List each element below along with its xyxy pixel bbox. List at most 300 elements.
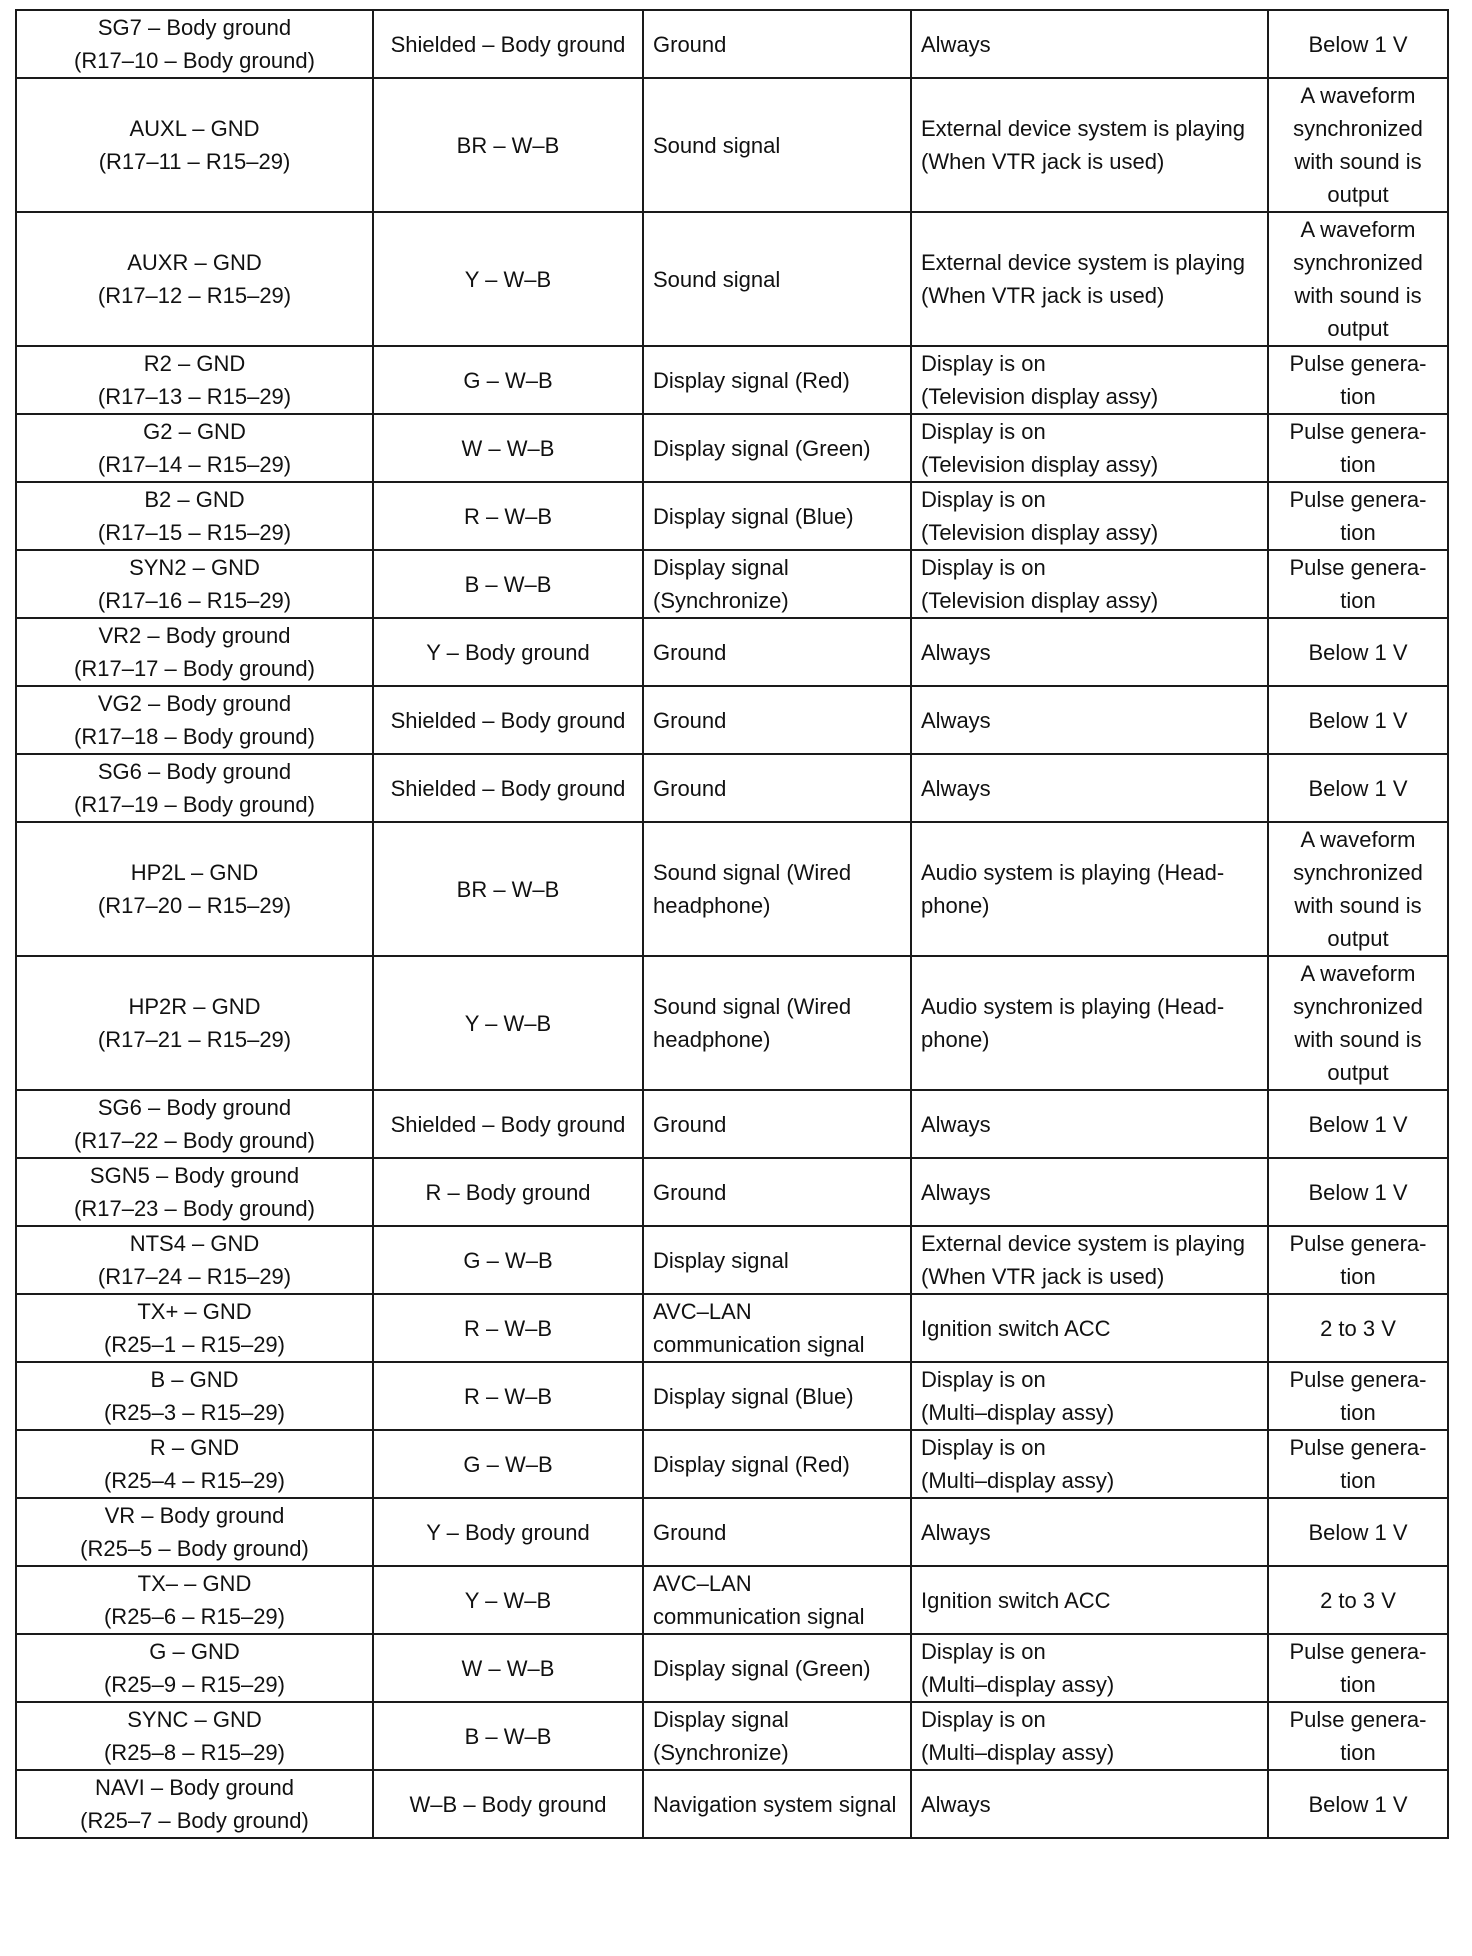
- table-row: [16, 618, 1448, 686]
- specified-condition-line: Below 1 V: [1308, 1519, 1408, 1545]
- wiring-color-text: W–B – Body ground: [409, 1791, 607, 1817]
- terminal-description-line: communication signal: [653, 1604, 865, 1629]
- specified-condition-cell: [1268, 78, 1448, 212]
- terminal-cell: [16, 618, 373, 686]
- specified-condition-cell: [1268, 1430, 1448, 1498]
- terminal-line: (R25–8 – R15–29): [103, 1740, 285, 1765]
- terminal-description-line: (Synchronize): [653, 1740, 789, 1765]
- specified-condition-cell: [1268, 346, 1448, 414]
- terminal-cell: [16, 1634, 373, 1702]
- terminal-line: SGN5 – Body ground: [89, 1163, 300, 1188]
- terminal-description-cell: [643, 1566, 911, 1634]
- specified-condition-line: Pulse genera-: [1289, 1231, 1427, 1256]
- table-row: [16, 1770, 1448, 1838]
- specified-condition-line: synchronized: [1293, 250, 1423, 275]
- wiring-color-cell: [373, 956, 643, 1090]
- condition-line: (Television display assy): [921, 520, 1159, 545]
- table-row: [16, 1498, 1448, 1566]
- condition-line: Display is on: [921, 1639, 1046, 1664]
- specified-condition-line: 2 to 3 V: [1320, 1587, 1396, 1613]
- terminal-inspection-table: [15, 9, 1449, 1839]
- condition-line: Audio system is playing (Head-: [921, 994, 1225, 1019]
- terminal-line: SG6 – Body ground: [97, 1095, 292, 1120]
- specified-condition-cell: [1268, 414, 1448, 482]
- condition-cell: [911, 550, 1268, 618]
- terminal-line: HP2R – GND: [128, 994, 261, 1019]
- specified-condition-cell: [1268, 10, 1448, 78]
- terminal-line: (R25–6 – R15–29): [103, 1604, 285, 1629]
- wiring-color-cell: [373, 686, 643, 754]
- specified-condition-line: Below 1 V: [1308, 1791, 1408, 1817]
- terminal-line: (R17–16 – R15–29): [97, 588, 292, 613]
- specified-condition-line: Pulse genera-: [1289, 351, 1427, 376]
- specified-condition-line: Pulse genera-: [1289, 1435, 1427, 1460]
- condition-cell: [911, 212, 1268, 346]
- terminal-description-line: Display signal (Blue): [653, 1383, 854, 1409]
- specified-condition-line: tion: [1340, 1468, 1376, 1493]
- specified-condition-line: tion: [1340, 384, 1376, 409]
- terminal-description-cell: [643, 1158, 911, 1226]
- condition-cell: [911, 1498, 1268, 1566]
- terminal-line: R2 – GND: [143, 351, 246, 376]
- condition-cell: [911, 754, 1268, 822]
- terminal-description-line: Ground: [653, 1111, 727, 1137]
- specified-condition-cell: [1268, 550, 1448, 618]
- condition-line: Always: [921, 639, 991, 665]
- wiring-color-cell: [373, 618, 643, 686]
- terminal-description-line: headphone): [653, 893, 771, 918]
- condition-cell: [911, 346, 1268, 414]
- specified-condition-cell: [1268, 212, 1448, 346]
- terminal-line: (R17–11 – R15–29): [98, 149, 291, 174]
- specified-condition-line: Below 1 V: [1308, 31, 1408, 57]
- table-row: [16, 10, 1448, 78]
- terminal-description-line: Display signal: [653, 1247, 789, 1273]
- wiring-color-cell: [373, 10, 643, 78]
- table-row: [16, 1362, 1448, 1430]
- wiring-color-text: Y – Body ground: [426, 639, 590, 665]
- wiring-color-cell: [373, 1498, 643, 1566]
- terminal-line: (R17–24 – R15–29): [97, 1264, 292, 1289]
- condition-line: Display is on: [921, 351, 1046, 376]
- table-row: [16, 78, 1448, 212]
- terminal-cell: [16, 686, 373, 754]
- terminal-line: (R17–14 – R15–29): [97, 452, 292, 477]
- terminal-line: VG2 – Body ground: [97, 691, 292, 716]
- wiring-color-cell: [373, 1294, 643, 1362]
- terminal-line: (R25–1 – R15–29): [103, 1332, 285, 1357]
- condition-line: (When VTR jack is used): [921, 1264, 1165, 1289]
- condition-line: External device system is playing: [921, 1231, 1246, 1256]
- wiring-color-text: Y – W–B: [464, 266, 552, 292]
- condition-line: Always: [921, 775, 991, 801]
- specified-condition-line: Pulse genera-: [1289, 487, 1427, 512]
- terminal-line: (R17–23 – Body ground): [74, 1196, 315, 1221]
- terminal-description-cell: [643, 1498, 911, 1566]
- terminal-line: G2 – GND: [143, 419, 246, 444]
- table-row: [16, 550, 1448, 618]
- specified-condition-line: Below 1 V: [1308, 775, 1408, 801]
- wiring-color-cell: [373, 1090, 643, 1158]
- specified-condition-cell: [1268, 1634, 1448, 1702]
- wiring-color-text: R – W–B: [463, 1315, 553, 1341]
- specified-condition-cell: [1268, 1770, 1448, 1838]
- terminal-cell: [16, 1498, 373, 1566]
- specified-condition-line: with sound is: [1294, 283, 1422, 308]
- condition-line: (Multi–display assy): [921, 1468, 1115, 1493]
- terminal-line: (R17–20 – R15–29): [97, 893, 292, 918]
- terminal-line: (R17–21 – R15–29): [97, 1027, 292, 1052]
- wiring-color-cell: [373, 754, 643, 822]
- condition-cell: [911, 78, 1268, 212]
- specified-condition-cell: [1268, 686, 1448, 754]
- specified-condition-line: output: [1327, 1060, 1389, 1085]
- specified-condition-cell: [1268, 822, 1448, 956]
- condition-line: External device system is playing: [921, 250, 1246, 275]
- terminal-line: B2 – GND: [144, 487, 245, 512]
- wiring-color-text: Shielded – Body ground: [390, 1111, 626, 1137]
- terminal-line: SG6 – Body ground: [97, 759, 292, 784]
- terminal-description-line: Display signal (Blue): [653, 503, 854, 529]
- terminal-line: R – GND: [149, 1435, 240, 1460]
- condition-cell: [911, 1158, 1268, 1226]
- table-row: [16, 1090, 1448, 1158]
- terminal-description-line: Display signal (Red): [653, 1451, 850, 1477]
- condition-line: (When VTR jack is used): [921, 149, 1165, 174]
- terminal-cell: [16, 482, 373, 550]
- terminal-line: (R17–10 – Body ground): [74, 48, 315, 73]
- terminal-description-cell: [643, 1294, 911, 1362]
- condition-cell: [911, 1566, 1268, 1634]
- specified-condition-line: output: [1327, 926, 1389, 951]
- terminal-description-cell: [643, 1634, 911, 1702]
- terminal-cell: [16, 212, 373, 346]
- condition-cell: [911, 956, 1268, 1090]
- terminal-description-line: Display signal: [653, 1707, 789, 1732]
- terminal-cell: [16, 10, 373, 78]
- specified-condition-line: A waveform: [1300, 217, 1416, 242]
- terminal-cell: [16, 822, 373, 956]
- wiring-color-cell: [373, 1702, 643, 1770]
- terminal-description-cell: [643, 686, 911, 754]
- specified-condition-line: Below 1 V: [1308, 1179, 1408, 1205]
- terminal-description-cell: [643, 482, 911, 550]
- condition-cell: [911, 482, 1268, 550]
- specified-condition-line: with sound is: [1294, 149, 1422, 174]
- condition-line: (Multi–display assy): [921, 1400, 1115, 1425]
- terminal-line: (R17–12 – R15–29): [97, 283, 292, 308]
- specified-condition-cell: [1268, 1090, 1448, 1158]
- wiring-color-cell: [373, 1430, 643, 1498]
- wiring-color-text: G – W–B: [463, 367, 553, 393]
- wiring-color-cell: [373, 78, 643, 212]
- wiring-color-cell: [373, 1770, 643, 1838]
- specified-condition-line: synchronized: [1293, 116, 1423, 141]
- table-row: [16, 1634, 1448, 1702]
- condition-line: (Television display assy): [921, 452, 1159, 477]
- specified-condition-cell: [1268, 618, 1448, 686]
- wiring-color-text: W – W–B: [461, 435, 555, 461]
- condition-cell: [911, 618, 1268, 686]
- condition-line: Display is on: [921, 419, 1046, 444]
- terminal-description-cell: [643, 1226, 911, 1294]
- terminal-line: SYNC – GND: [127, 1707, 262, 1732]
- wiring-color-text: Y – W–B: [464, 1587, 552, 1613]
- wiring-color-text: R – W–B: [463, 503, 553, 529]
- wiring-color-text: Shielded – Body ground: [390, 775, 626, 801]
- wiring-color-text: Shielded – Body ground: [390, 31, 626, 57]
- terminal-cell: [16, 1566, 373, 1634]
- wiring-color-cell: [373, 1226, 643, 1294]
- wiring-color-cell: [373, 1634, 643, 1702]
- terminal-description-line: AVC–LAN: [653, 1571, 752, 1596]
- condition-line: (Multi–display assy): [921, 1740, 1115, 1765]
- terminal-line: SYN2 – GND: [129, 555, 260, 580]
- condition-line: Display is on: [921, 1367, 1046, 1392]
- specified-condition-cell: [1268, 956, 1448, 1090]
- specified-condition-line: Pulse genera-: [1289, 419, 1427, 444]
- terminal-line: (R25–3 – R15–29): [103, 1400, 285, 1425]
- condition-line: Always: [921, 1791, 991, 1817]
- wiring-color-text: R – W–B: [463, 1383, 553, 1409]
- specified-condition-line: Below 1 V: [1308, 639, 1408, 665]
- wiring-color-text: Shielded – Body ground: [390, 707, 626, 733]
- terminal-description-line: AVC–LAN: [653, 1299, 752, 1324]
- condition-cell: [911, 1430, 1268, 1498]
- wiring-color-text: R – Body ground: [425, 1179, 591, 1205]
- specified-condition-cell: [1268, 482, 1448, 550]
- condition-line: Ignition switch ACC: [921, 1587, 1111, 1613]
- table-row: [16, 212, 1448, 346]
- terminal-cell: [16, 956, 373, 1090]
- terminal-line: VR – Body ground: [104, 1503, 285, 1528]
- table-row: [16, 956, 1448, 1090]
- specified-condition-cell: [1268, 754, 1448, 822]
- condition-line: Audio system is playing (Head-: [921, 860, 1225, 885]
- terminal-description-line: Navigation system signal: [653, 1791, 897, 1817]
- wiring-color-cell: [373, 1362, 643, 1430]
- terminal-description-line: headphone): [653, 1027, 771, 1052]
- specified-condition-line: Pulse genera-: [1289, 1367, 1427, 1392]
- terminal-line: (R25–7 – Body ground): [80, 1808, 309, 1833]
- terminal-line: NAVI – Body ground: [95, 1775, 294, 1800]
- wiring-color-cell: [373, 550, 643, 618]
- wiring-color-text: Y – Body ground: [426, 1519, 590, 1545]
- wiring-color-text: BR – W–B: [456, 876, 560, 902]
- condition-line: Display is on: [921, 555, 1046, 580]
- specified-condition-line: with sound is: [1294, 1027, 1422, 1052]
- specified-condition-line: synchronized: [1293, 994, 1423, 1019]
- specified-condition-line: Pulse genera-: [1289, 1707, 1427, 1732]
- terminal-cell: [16, 550, 373, 618]
- terminal-line: (R17–15 – R15–29): [97, 520, 292, 545]
- table-row: [16, 1566, 1448, 1634]
- terminal-line: (R25–5 – Body ground): [80, 1536, 309, 1561]
- terminal-description-line: Sound signal (Wired: [653, 860, 852, 885]
- terminal-description-line: Ground: [653, 31, 727, 57]
- terminal-description-cell: [643, 754, 911, 822]
- condition-cell: [911, 1294, 1268, 1362]
- terminal-description-cell: [643, 1090, 911, 1158]
- terminal-description-cell: [643, 822, 911, 956]
- terminal-cell: [16, 1226, 373, 1294]
- specified-condition-line: tion: [1340, 1400, 1376, 1425]
- condition-cell: [911, 1362, 1268, 1430]
- terminal-description-cell: [643, 1362, 911, 1430]
- specified-condition-line: A waveform: [1300, 827, 1416, 852]
- terminal-line: VR2 – Body ground: [98, 623, 291, 648]
- condition-cell: [911, 686, 1268, 754]
- specified-condition-cell: [1268, 1566, 1448, 1634]
- terminal-description-cell: [643, 1430, 911, 1498]
- wiring-color-cell: [373, 212, 643, 346]
- condition-line: Ignition switch ACC: [921, 1315, 1111, 1341]
- terminal-cell: [16, 1770, 373, 1838]
- terminal-description-cell: [643, 956, 911, 1090]
- specified-condition-line: output: [1327, 182, 1389, 207]
- specified-condition-line: Below 1 V: [1308, 707, 1408, 733]
- wiring-color-cell: [373, 482, 643, 550]
- terminal-cell: [16, 1430, 373, 1498]
- terminal-description-line: Sound signal (Wired: [653, 994, 852, 1019]
- terminal-description-line: Ground: [653, 775, 727, 801]
- terminal-line: NTS4 – GND: [129, 1231, 260, 1256]
- wiring-color-text: B – W–B: [464, 571, 552, 597]
- table-row: [16, 1226, 1448, 1294]
- condition-cell: [911, 1226, 1268, 1294]
- terminal-line: (R17–19 – Body ground): [74, 792, 315, 817]
- table-row: [16, 822, 1448, 956]
- table-row: [16, 1702, 1448, 1770]
- terminal-line: HP2L – GND: [130, 860, 259, 885]
- wiring-color-text: BR – W–B: [456, 132, 560, 158]
- wiring-color-cell: [373, 1158, 643, 1226]
- terminal-line: (R25–4 – R15–29): [103, 1468, 285, 1493]
- terminal-description-cell: [643, 212, 911, 346]
- specified-condition-line: Below 1 V: [1308, 1111, 1408, 1137]
- condition-line: (Television display assy): [921, 384, 1159, 409]
- terminal-description-line: Ground: [653, 639, 727, 665]
- terminal-line: TX+ – GND: [137, 1299, 252, 1324]
- condition-line: Always: [921, 1179, 991, 1205]
- condition-line: Always: [921, 1111, 991, 1137]
- terminal-description-line: Ground: [653, 1179, 727, 1205]
- specified-condition-line: tion: [1340, 588, 1376, 613]
- terminal-cell: [16, 1702, 373, 1770]
- terminal-description-cell: [643, 414, 911, 482]
- terminal-description-cell: [643, 618, 911, 686]
- specified-condition-line: Pulse genera-: [1289, 1639, 1427, 1664]
- condition-line: External device system is playing: [921, 116, 1246, 141]
- terminal-description-line: Display signal (Green): [653, 435, 871, 461]
- terminal-cell: [16, 1362, 373, 1430]
- table-row: [16, 1294, 1448, 1362]
- terminal-description-line: Display signal: [653, 555, 789, 580]
- terminal-line: (R25–9 – R15–29): [103, 1672, 285, 1697]
- terminal-line: AUXL – GND: [129, 116, 260, 141]
- terminal-cell: [16, 1158, 373, 1226]
- terminal-cell: [16, 414, 373, 482]
- terminal-description-line: Ground: [653, 1519, 727, 1545]
- terminal-description-cell: [643, 1702, 911, 1770]
- terminal-line: TX– – GND: [137, 1571, 252, 1596]
- specified-condition-cell: [1268, 1362, 1448, 1430]
- specified-condition-line: Pulse genera-: [1289, 555, 1427, 580]
- wiring-color-text: B – W–B: [464, 1723, 552, 1749]
- condition-line: Always: [921, 707, 991, 733]
- specified-condition-line: A waveform: [1300, 961, 1416, 986]
- condition-line: Always: [921, 31, 991, 57]
- condition-cell: [911, 1770, 1268, 1838]
- specified-condition-line: tion: [1340, 1672, 1376, 1697]
- terminal-description-line: communication signal: [653, 1332, 865, 1357]
- terminal-description-cell: [643, 10, 911, 78]
- wiring-color-cell: [373, 346, 643, 414]
- terminal-cell: [16, 346, 373, 414]
- wiring-color-cell: [373, 822, 643, 956]
- wiring-color-cell: [373, 1566, 643, 1634]
- condition-cell: [911, 1702, 1268, 1770]
- terminal-line: AUXR – GND: [127, 250, 262, 275]
- specified-condition-line: with sound is: [1294, 893, 1422, 918]
- terminal-description-line: Display signal (Green): [653, 1655, 871, 1681]
- wiring-color-text: G – W–B: [463, 1451, 553, 1477]
- condition-cell: [911, 414, 1268, 482]
- terminal-line: SG7 – Body ground: [97, 15, 292, 40]
- condition-cell: [911, 1634, 1268, 1702]
- terminal-description-cell: [643, 1770, 911, 1838]
- specified-condition-line: tion: [1340, 1264, 1376, 1289]
- terminal-description-cell: [643, 78, 911, 212]
- terminal-cell: [16, 78, 373, 212]
- table-row: [16, 482, 1448, 550]
- terminal-line: (R17–13 – R15–29): [97, 384, 292, 409]
- terminal-line: G – GND: [149, 1639, 240, 1664]
- specified-condition-line: tion: [1340, 1740, 1376, 1765]
- wiring-color-cell: [373, 414, 643, 482]
- specified-condition-cell: [1268, 1702, 1448, 1770]
- table-row: [16, 686, 1448, 754]
- condition-line: (When VTR jack is used): [921, 283, 1165, 308]
- specified-condition-cell: [1268, 1158, 1448, 1226]
- terminal-description-line: (Synchronize): [653, 588, 789, 613]
- terminal-description-cell: [643, 346, 911, 414]
- condition-line: (Multi–display assy): [921, 1672, 1115, 1697]
- terminal-line: (R17–22 – Body ground): [74, 1128, 315, 1153]
- specified-condition-cell: [1268, 1498, 1448, 1566]
- specified-condition-line: A waveform: [1300, 83, 1416, 108]
- specified-condition-line: synchronized: [1293, 860, 1423, 885]
- specified-condition-line: 2 to 3 V: [1320, 1315, 1396, 1341]
- wiring-color-text: W – W–B: [461, 1655, 555, 1681]
- terminal-description-line: Display signal (Red): [653, 367, 850, 393]
- condition-line: Display is on: [921, 487, 1046, 512]
- wiring-color-text: Y – W–B: [464, 1010, 552, 1036]
- condition-cell: [911, 10, 1268, 78]
- terminal-cell: [16, 754, 373, 822]
- terminal-line: B – GND: [150, 1367, 239, 1392]
- terminal-description-line: Ground: [653, 707, 727, 733]
- terminal-line: (R17–18 – Body ground): [74, 724, 315, 749]
- condition-line: Display is on: [921, 1435, 1046, 1460]
- table-row: [16, 346, 1448, 414]
- specified-condition-cell: [1268, 1294, 1448, 1362]
- terminal-cell: [16, 1090, 373, 1158]
- table-body: [16, 10, 1448, 1838]
- table-row: [16, 1158, 1448, 1226]
- specified-condition-line: tion: [1340, 520, 1376, 545]
- wiring-color-text: G – W–B: [463, 1247, 553, 1273]
